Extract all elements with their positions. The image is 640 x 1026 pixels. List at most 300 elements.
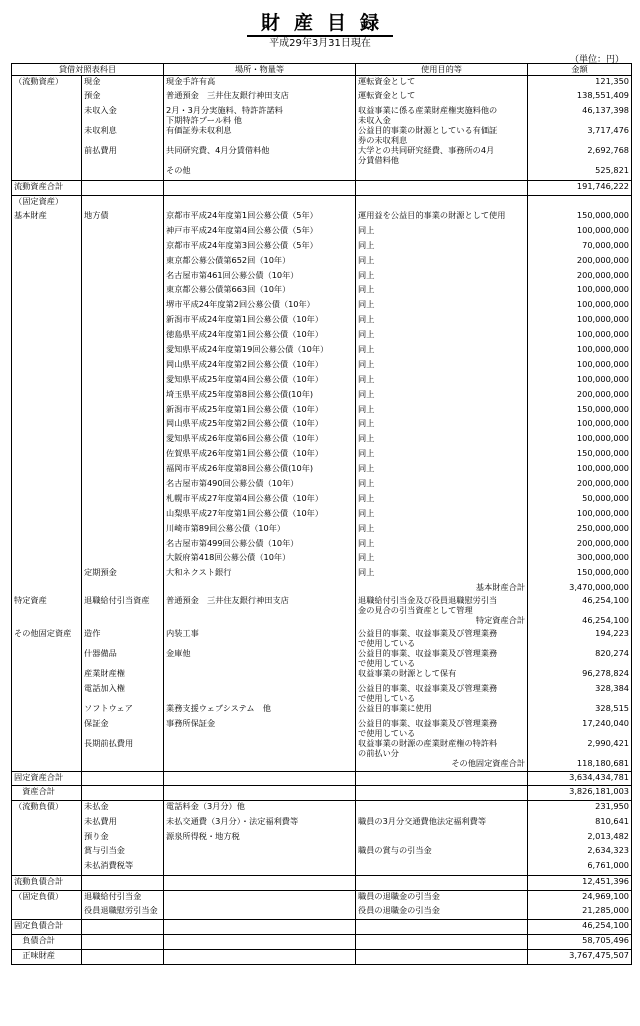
account-item-cell: ソフトウェア [82,703,164,718]
purpose-cell: 公益目的事業に使用 [356,703,528,718]
header-purpose: 使用目的等 [356,64,528,76]
account-item-cell: 什器備品 [82,648,164,668]
amount-cell: 46,137,398 [528,105,632,125]
account-item-cell: 産業財産権 [82,668,164,683]
property-inventory-table [11,63,632,965]
account-item-cell: 役員退職慰労引当金 [82,905,164,920]
account-item-cell: 現金 [82,76,164,91]
purpose-cell: 同上 [356,255,528,270]
table-row [12,816,632,831]
account-category-cell: （流動負債） [12,801,82,816]
location-cell: 福岡市平成26年度第8回公募公債(10年) [164,463,356,478]
location-cell: 埼玉県平成25年度第8回公募公債(10年) [164,389,356,404]
table-row [12,801,632,816]
location-cell [164,905,356,920]
table-row [12,860,632,875]
account-item-cell: 定期預金 [82,567,164,582]
account-category-cell [12,240,82,255]
location-cell [164,950,356,965]
location-cell: 源泉所得税・地方税 [164,831,356,846]
purpose-cell [356,180,528,195]
account-item-cell [82,582,164,595]
table-row [12,180,632,195]
purpose-cell [356,771,528,786]
table-body [12,76,632,965]
amount-cell [528,195,632,210]
location-cell [164,615,356,628]
account-category-cell [12,508,82,523]
table-row [12,418,632,433]
amount-cell: 6,761,000 [528,860,632,875]
account-item-cell [82,463,164,478]
amount-cell: 200,000,000 [528,389,632,404]
account-category-cell [12,582,82,595]
account-category-cell: 流動負債合計 [12,875,82,890]
location-cell: 新潟市平成25年度第1回公募公債（10年） [164,404,356,419]
account-category-cell [12,389,82,404]
account-item-cell: 未払金 [82,801,164,816]
purpose-cell: 同上 [356,508,528,523]
account-item-cell [82,374,164,389]
table-row [12,270,632,285]
purpose-cell: 収益事業の財源として保有 [356,668,528,683]
account-item-cell [82,935,164,950]
account-category-cell [12,145,82,165]
table-row [12,523,632,538]
location-cell: 愛知県平成24年度第19回公募公債（10年） [164,344,356,359]
table-row [12,284,632,299]
table-row [12,595,632,615]
account-category-cell [12,758,82,771]
amount-cell: 138,551,409 [528,90,632,105]
amount-cell: 200,000,000 [528,270,632,285]
amount-cell: 46,254,100 [528,595,632,615]
account-category-cell: 流動資産合計 [12,180,82,195]
table-row [12,683,632,703]
table-row [12,478,632,493]
amount-cell: 100,000,000 [528,508,632,523]
location-cell: 普通預金 三井住友銀行神田支店 [164,90,356,105]
table-row [12,935,632,950]
purpose-cell: 役員の退職金の引当金 [356,905,528,920]
amount-cell: 150,000,000 [528,404,632,419]
location-cell: 新潟市平成24年度第1回公募公債（10年） [164,314,356,329]
account-item-cell [82,950,164,965]
table-row [12,448,632,463]
location-cell: 札幌市平成27年度第4回公募公債（10年） [164,493,356,508]
location-cell [164,683,356,703]
table-row [12,950,632,965]
purpose-cell: 同上 [356,404,528,419]
location-cell: 山梨県平成27年度第1回公募公債（10年） [164,508,356,523]
location-cell: 内装工事 [164,628,356,648]
account-item-cell [82,552,164,567]
account-item-cell [82,478,164,493]
account-category-cell [12,255,82,270]
account-item-cell [82,284,164,299]
purpose-cell: 同上 [356,329,528,344]
location-cell [164,180,356,195]
purpose-cell: 退職給付引当金及び役員退職慰労引当 金の見合の引当資産として管理 [356,595,528,615]
amount-cell: 3,717,476 [528,125,632,145]
purpose-cell: 同上 [356,359,528,374]
account-category-cell [12,125,82,145]
table-row [12,195,632,210]
account-category-cell [12,567,82,582]
table-row [12,329,632,344]
location-cell: 名古屋市第499回公募公債（10年） [164,538,356,553]
account-item-cell [82,875,164,890]
table-row [12,145,632,165]
table-row [12,240,632,255]
location-cell: 神戸市平成24年度第4回公募公債（5年） [164,225,356,240]
account-category-cell [12,648,82,668]
location-cell [164,582,356,595]
account-category-cell [12,845,82,860]
account-item-cell [82,448,164,463]
account-item-cell [82,538,164,553]
purpose-cell: 公益目的事業、収益事業及び管理業務 で使用している [356,628,528,648]
table-row [12,125,632,145]
account-item-cell [82,404,164,419]
account-item-cell [82,240,164,255]
purpose-cell: 同上 [356,374,528,389]
amount-cell: 810,641 [528,816,632,831]
amount-cell: 3,470,000,000 [528,582,632,595]
account-item-cell: 地方債 [82,210,164,225]
account-item-cell [82,359,164,374]
table-row [12,359,632,374]
purpose-cell: 収益事業に係る産業財産権実施料他の 未収入金 [356,105,528,125]
amount-cell: 231,950 [528,801,632,816]
table-row [12,786,632,801]
amount-cell: 100,000,000 [528,329,632,344]
purpose-cell: 同上 [356,478,528,493]
table-row [12,552,632,567]
subtotal-label-cell: 基本財産合計 [356,582,528,595]
header-row [12,64,632,76]
account-item-cell: 未収利息 [82,125,164,145]
account-category-cell [12,284,82,299]
table-row [12,389,632,404]
purpose-cell: 職員の3月分交通費他法定福利費等 [356,816,528,831]
purpose-cell: 同上 [356,270,528,285]
purpose-cell: 職員の賞与の引当金 [356,845,528,860]
location-cell: 東京都公募公債第663回（10年） [164,284,356,299]
table-row [12,374,632,389]
table-row [12,299,632,314]
header-account: 貸借対照表科目 [12,64,164,76]
table-row [12,76,632,91]
account-item-cell [82,493,164,508]
location-cell [164,920,356,935]
subtotal-label-cell: 特定資産合計 [356,615,528,628]
location-cell: 電話料金（3月分）他 [164,801,356,816]
account-category-cell: 正味財産 [12,950,82,965]
amount-cell: 200,000,000 [528,538,632,553]
amount-cell: 100,000,000 [528,359,632,374]
table-row [12,875,632,890]
header-location: 場所・物量等 [164,64,356,76]
location-cell [164,786,356,801]
account-item-cell [82,920,164,935]
account-category-cell [12,433,82,448]
as-of-date: 平成29年3月31日現在 [269,38,371,49]
purpose-cell: 同上 [356,418,528,433]
account-item-cell: 未払費用 [82,816,164,831]
header-amount: 金額 [528,64,632,76]
account-category-cell [12,668,82,683]
amount-cell: 300,000,000 [528,552,632,567]
location-cell: 2月・3月分実施料、特許許諾料 下期特許プール料 他 [164,105,356,125]
amount-cell: 150,000,000 [528,448,632,463]
purpose-cell: 運転資金として [356,76,528,91]
purpose-cell [356,801,528,816]
amount-cell: 100,000,000 [528,418,632,433]
location-cell: 業務支援ウェブシステム 他 [164,703,356,718]
amount-cell: 328,384 [528,683,632,703]
purpose-cell: 同上 [356,225,528,240]
table-row [12,920,632,935]
amount-cell: 150,000,000 [528,567,632,582]
account-item-cell: 前払費用 [82,145,164,165]
table-row [12,905,632,920]
amount-cell: 3,767,475,507 [528,950,632,965]
purpose-cell: 公益目的事業の財源としている有価証 券の未収利息 [356,125,528,145]
account-category-cell [12,418,82,433]
purpose-cell [356,920,528,935]
account-category-cell: 資産合計 [12,786,82,801]
account-item-cell [82,523,164,538]
table-row [12,538,632,553]
purpose-cell: 同上 [356,240,528,255]
purpose-cell: 公益目的事業、収益事業及び管理業務 で使用している [356,718,528,738]
account-category-cell: 基本財産 [12,210,82,225]
account-category-cell [12,270,82,285]
purpose-cell [356,831,528,846]
location-cell: 岡山県平成25年度第2回公募公債（10年） [164,418,356,433]
location-cell [164,935,356,950]
amount-cell: 100,000,000 [528,299,632,314]
account-item-cell [82,508,164,523]
amount-cell: 46,254,100 [528,920,632,935]
account-category-cell [12,359,82,374]
location-cell: 愛知県平成26年度第6回公募公債（10年） [164,433,356,448]
purpose-cell: 同上 [356,314,528,329]
location-cell: 京都市平成24年度第1回公募公債（5年） [164,210,356,225]
account-category-cell [12,738,82,758]
account-category-cell [12,538,82,553]
account-item-cell: 退職給付引当金 [82,890,164,905]
account-item-cell [82,329,164,344]
location-cell: 名古屋市第461回公募公債（10年） [164,270,356,285]
table-row [12,404,632,419]
account-category-cell [12,703,82,718]
account-category-cell [12,523,82,538]
purpose-cell [356,860,528,875]
purpose-cell: 公益目的事業、収益事業及び管理業務 で使用している [356,683,528,703]
account-item-cell: 賞与引当金 [82,845,164,860]
account-item-cell: 退職給付引当資産 [82,595,164,615]
table-row [12,567,632,582]
table-row [12,493,632,508]
amount-cell: 525,821 [528,165,632,180]
location-cell: 未払交通費（3月分）・法定福利費等 [164,816,356,831]
table-row [12,718,632,738]
amount-cell: 118,180,681 [528,758,632,771]
account-category-cell [12,90,82,105]
account-item-cell: 長期前払費用 [82,738,164,758]
location-cell: 現金手許有高 [164,76,356,91]
table-row [12,758,632,771]
account-item-cell [82,389,164,404]
account-category-cell [12,552,82,567]
amount-cell: 2,013,482 [528,831,632,846]
account-category-cell [12,493,82,508]
location-cell: 普通預金 三井住友銀行神田支店 [164,595,356,615]
table-row [12,463,632,478]
table-row [12,615,632,628]
location-cell [164,771,356,786]
account-category-cell: （固定資産） [12,195,82,210]
account-item-cell: 電話加入権 [82,683,164,703]
amount-cell: 21,285,000 [528,905,632,920]
account-item-cell [82,165,164,180]
amount-cell: 121,350 [528,76,632,91]
purpose-cell [356,935,528,950]
account-category-cell: 特定資産 [12,595,82,615]
purpose-cell [356,165,528,180]
location-cell: 徳島県平成24年度第1回公募公債（10年） [164,329,356,344]
account-category-cell [12,463,82,478]
location-cell [164,860,356,875]
account-category-cell: （流動資産） [12,76,82,91]
purpose-cell: 大学との共同研究経費、事務所の4月 分賃借料他 [356,145,528,165]
account-item-cell [82,433,164,448]
subtotal-label-cell: その他固定資産合計 [356,758,528,771]
location-cell [164,875,356,890]
account-category-cell [12,329,82,344]
purpose-cell: 同上 [356,389,528,404]
amount-cell: 200,000,000 [528,478,632,493]
amount-cell: 12,451,396 [528,875,632,890]
amount-cell: 328,515 [528,703,632,718]
purpose-cell: 同上 [356,284,528,299]
purpose-cell: 同上 [356,493,528,508]
amount-cell: 70,000,000 [528,240,632,255]
location-cell [164,738,356,758]
table-row [12,225,632,240]
location-cell [164,758,356,771]
amount-cell: 2,990,421 [528,738,632,758]
account-category-cell [12,314,82,329]
purpose-cell: 同上 [356,463,528,478]
table-row [12,648,632,668]
location-cell: 共同研究費、4月分賃借料他 [164,145,356,165]
amount-cell: 250,000,000 [528,523,632,538]
amount-cell: 100,000,000 [528,374,632,389]
location-cell: 佐賀県平成26年度第1回公募公債（10年） [164,448,356,463]
amount-cell: 3,634,434,781 [528,771,632,786]
account-category-cell [12,816,82,831]
account-item-cell [82,270,164,285]
account-item-cell [82,758,164,771]
account-category-cell [12,299,82,314]
account-category-cell: 負債合計 [12,935,82,950]
account-item-cell [82,180,164,195]
location-cell: 事務所保証金 [164,718,356,738]
table-row [12,165,632,180]
table-row [12,771,632,786]
location-cell: 京都市平成24年度第3回公募公債（5年） [164,240,356,255]
location-cell: 堺市平成24年度第2回公募公債（10年） [164,299,356,314]
amount-cell: 2,692,768 [528,145,632,165]
account-category-cell [12,860,82,875]
table-row [12,255,632,270]
table-row [12,628,632,648]
table-row [12,582,632,595]
account-item-cell: 保証金 [82,718,164,738]
amount-cell: 17,240,040 [528,718,632,738]
table-row [12,738,632,758]
amount-cell: 96,278,824 [528,668,632,683]
account-item-cell [82,418,164,433]
table-row [12,845,632,860]
unit-label: （単位：円） [569,55,624,65]
account-category-cell [12,165,82,180]
table-row [12,831,632,846]
account-category-cell: 固定資産合計 [12,771,82,786]
table-row [12,508,632,523]
purpose-cell: 公益目的事業、収益事業及び管理業務 で使用している [356,648,528,668]
amount-cell: 100,000,000 [528,284,632,299]
account-category-cell [12,225,82,240]
amount-cell: 100,000,000 [528,463,632,478]
account-item-cell [82,615,164,628]
document-title: 財産目録 [0,8,640,35]
account-item-cell: 造作 [82,628,164,648]
account-category-cell: （固定負債） [12,890,82,905]
amount-cell: 200,000,000 [528,255,632,270]
account-category-cell: 固定負債合計 [12,920,82,935]
table-row [12,703,632,718]
account-item-cell [82,786,164,801]
table-row [12,890,632,905]
location-cell [164,195,356,210]
purpose-cell: 職員の退職金の引当金 [356,890,528,905]
amount-cell: 3,826,181,003 [528,786,632,801]
account-category-cell [12,105,82,125]
amount-cell: 191,746,222 [528,180,632,195]
purpose-cell: 収益事業の財源の産業財産権の特許料 の前払い分 [356,738,528,758]
amount-cell: 100,000,000 [528,433,632,448]
account-item-cell [82,255,164,270]
purpose-cell: 同上 [356,538,528,553]
account-category-cell [12,404,82,419]
table-row [12,314,632,329]
account-category-cell [12,905,82,920]
amount-cell: 58,705,496 [528,935,632,950]
account-item-cell [82,299,164,314]
account-category-cell [12,718,82,738]
location-cell: 大阪府第418回公募公債（10年） [164,552,356,567]
table-row [12,105,632,125]
amount-cell: 194,223 [528,628,632,648]
purpose-cell: 同上 [356,567,528,582]
purpose-cell: 同上 [356,448,528,463]
location-cell [164,845,356,860]
location-cell [164,668,356,683]
